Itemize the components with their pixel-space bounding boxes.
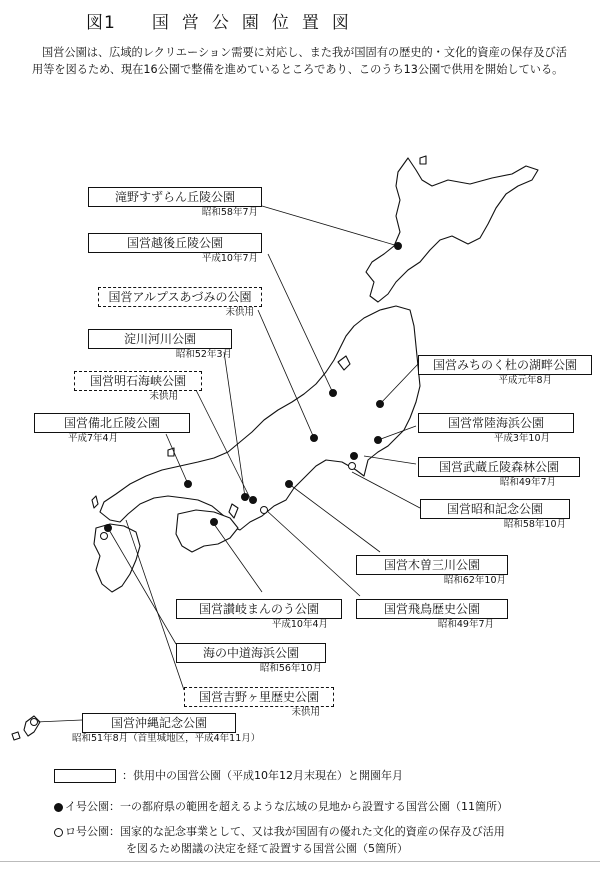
map-title: 国営公園位置図 [151, 13, 362, 33]
park-date: 平成7年4月 [68, 433, 119, 444]
legend-box-swatch [54, 769, 116, 783]
park-label [420, 498, 570, 531]
leader-asuka [266, 510, 360, 596]
leader-echigo [268, 254, 333, 393]
leader-showa [352, 472, 420, 508]
marker-okinawa [31, 719, 38, 726]
park-date: 平成10年7月 [201, 253, 258, 264]
legend-row-box [54, 767, 508, 784]
park-date: 昭和58年7月 [201, 207, 258, 218]
park-date: 昭和51年8月（首里城地区，平成4年11月） [72, 733, 261, 744]
park-date: 未供用 [149, 391, 178, 402]
marker-yoshinogari [101, 533, 108, 540]
park-label [88, 186, 262, 219]
marker-echigo [330, 390, 337, 397]
park-name: 淀川河川公園 [88, 329, 232, 349]
hokkaido [366, 158, 538, 302]
park-date: 未供用 [291, 707, 320, 718]
legend-row-i [54, 798, 508, 815]
park-label [88, 328, 232, 361]
park-label [88, 232, 262, 265]
park-name: 国営常陸海浜公園 [418, 413, 574, 433]
park-name: 国営備北丘陵公園 [34, 413, 190, 433]
park-date: 昭和49年7月 [499, 477, 556, 488]
park-name: 国営明石海峡公園 [74, 371, 202, 391]
legend-row-ro [54, 823, 508, 840]
marker-hitachi [375, 437, 382, 444]
marker-showa [349, 463, 356, 470]
park-label [418, 412, 574, 445]
park-name: 海の中道海浜公園 [176, 643, 326, 663]
park-label [418, 456, 580, 489]
park-date: 昭和52年3月 [175, 349, 232, 360]
leader-sanuki [214, 524, 262, 592]
intro-paragraph: 国営公園は、広域的レクリエーション需要に対応し、また我が国固有の歴史的・文化的資産の保存及び活用等を図るため、現在16公園で整備を進めているところであり、このうち13公園で供用を開始している。 [32, 46, 567, 76]
rishiri [420, 156, 426, 164]
marker-bihoku [185, 481, 192, 488]
park-label [356, 554, 508, 587]
marker-michinoku [377, 401, 384, 408]
park-date: 平成元年8月 [498, 375, 552, 386]
marker-takino [395, 243, 402, 250]
leader-okinawa [36, 720, 82, 722]
park-label [72, 712, 261, 745]
park-name: 国営武蔵丘陵森林公園 [418, 457, 580, 477]
park-date: 昭和56年10月 [259, 663, 322, 674]
park-name: 国営讃岐まんのう公園 [176, 599, 342, 619]
legend-ro-text-1: ：国家的な記念事業として、又は我が国固有の優れた文化的資産の保存及び活用 [109, 825, 505, 838]
marker-akashi [250, 497, 257, 504]
legend-box-text: ：供用中の国営公園（平成10年12月末現在）と開園年月 [122, 769, 403, 782]
park-name: 国営昭和記念公園 [420, 499, 570, 519]
park-name: 国営越後丘陵公園 [88, 233, 262, 253]
leader-takino [262, 206, 398, 246]
legend-row-ro-cont [54, 840, 508, 857]
leader-kiso [289, 484, 380, 552]
legend-ro-label: ロ号公園 [65, 825, 109, 838]
park-name: 滝野すずらん丘陵公園 [88, 187, 262, 207]
bottom-divider [0, 861, 600, 862]
open-circle-icon [54, 828, 63, 837]
park-date: 昭和49年7月 [437, 619, 494, 630]
park-date: 平成3年10月 [493, 433, 550, 444]
park-name: 国営アルプスあづみの公園 [98, 287, 262, 307]
legend-i-text: ：一の都府県の範囲を超えるような広域の見地から設置する国営公園（11箇所） [109, 800, 508, 813]
park-name: 国営木曽三川公園 [356, 555, 508, 575]
marker-alps [311, 435, 318, 442]
park-label [176, 642, 326, 675]
marker-musashi [351, 453, 358, 460]
park-date: 未供用 [225, 307, 254, 318]
park-date: 平成10年4月 [271, 619, 328, 630]
legend-ro-text-2: を図るため閣議の決定を経て設置する国営公園（5箇所） [126, 842, 408, 855]
park-name: 国営吉野ヶ里歴史公園 [184, 687, 334, 707]
legend [54, 767, 508, 857]
marker-uminonaka [105, 525, 112, 532]
park-name: 国営飛鳥歴史公園 [356, 599, 508, 619]
tsushima [92, 496, 98, 508]
park-label [418, 354, 592, 387]
marker-yodo [242, 494, 249, 501]
park-label [356, 598, 508, 631]
park-name: 国営沖縄記念公園 [82, 713, 236, 733]
marker-sanuki [211, 519, 218, 526]
sakishima [12, 732, 20, 740]
park-label [74, 370, 202, 403]
park-label [34, 412, 190, 445]
marker-asuka [261, 507, 268, 514]
legend-i-label: イ号公園 [65, 800, 109, 813]
park-label [176, 598, 342, 631]
park-date: 昭和58年10月 [503, 519, 566, 530]
leader-musashi [364, 456, 416, 464]
filled-circle-icon [54, 803, 63, 812]
park-name: 国営みちのく杜の湖畔公園 [418, 355, 592, 375]
park-label [98, 286, 262, 319]
marker-kiso [286, 481, 293, 488]
park-date: 昭和62年10月 [443, 575, 506, 586]
figure-number: 図1 [86, 13, 116, 33]
